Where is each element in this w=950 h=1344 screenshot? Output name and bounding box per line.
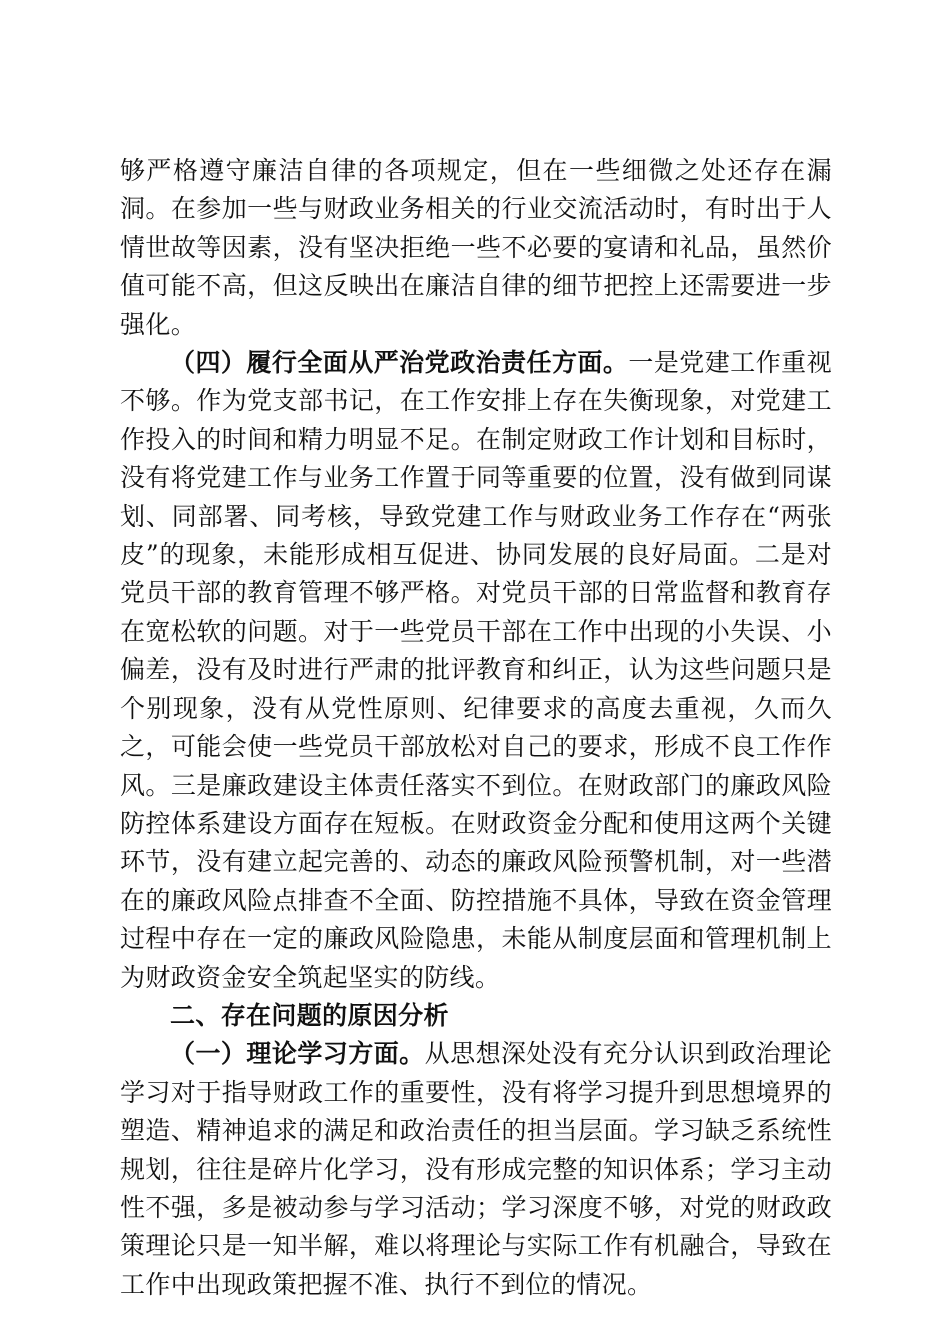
- section-4-title: （四）履行全面从严治党政治责任方面。: [170, 348, 629, 378]
- section-a-title: （一）理论学习方面。: [170, 1039, 425, 1069]
- document-body: [120, 152, 832, 1304]
- paragraph-section-4: [120, 344, 832, 997]
- heading-cause-analysis: 二、存在问题的原因分析: [170, 1000, 449, 1030]
- section-a-body: 从思想深处没有充分认识到政治理论学习对于指导财政工作的重要性，没有将学习提升到思想境界的塑造、精神追求的满足和政治责任的担当层面。学习缺乏系统性规划，往往是碎片化学习，没有形成完整的知识体系；学习主动性不强，多是被动参与学习活动；学习深度不够，对党的财政政策理论只是一知半解，难以将理论与实际工作有机融合，导致在工作中出现政策把握不准、执行不到位的情况。: [120, 1039, 832, 1299]
- paragraph-section-a: [120, 1035, 832, 1304]
- section-4-body: 一是党建工作重视不够。作为党支部书记，在工作安排上存在失衡现象，对党建工作投入的时间和精力明显不足。在制定财政工作计划和目标时，没有将党建工作与业务工作置于同等重要的位置，没有做到同谋划、同部署、同考核，导致党建工作与财政业务工作存在“两张皮”的现象，未能形成相互促进、协同发展的良好局面。二是对党员干部的教育管理不够严格。对党员干部的日常监督和教育存在宽松软的问题。对于一些党员干部在工作中出现的小失误、小偏差，没有及时进行严肃的批评教育和纠正，认为这些问题只是个别现象，没有从党性原则、纪律要求的高度去重视，久而久之，可能会使一些党员干部放松对自己的要求，形成不良工作作风。三是廉政建设主体责任落实不到位。在财政部门的廉政风险防控体系建设方面存在短板。在财政资金分配和使用这两个关键环节，没有建立起完善的、动态的廉政风险预警机制，对一些潜在的廉政风险点排查不全面、防控措施不具体，导致在资金管理过程中存在一定的廉政风险隐患，未能从制度层面和管理机制上为财政资金安全筑起坚实的防线。: [120, 348, 832, 992]
- paragraph-continuation: 够严格遵守廉洁自律的各项规定，但在一些细微之处还存在漏洞。在参加一些与财政业务相关的行业交流活动时，有时出于人情世故等因素，没有坚决拒绝一些不必要的宴请和礼品，虽然价值可能不高，但这反映出在廉洁自律的细节把控上还需要进一步强化。: [120, 156, 832, 339]
